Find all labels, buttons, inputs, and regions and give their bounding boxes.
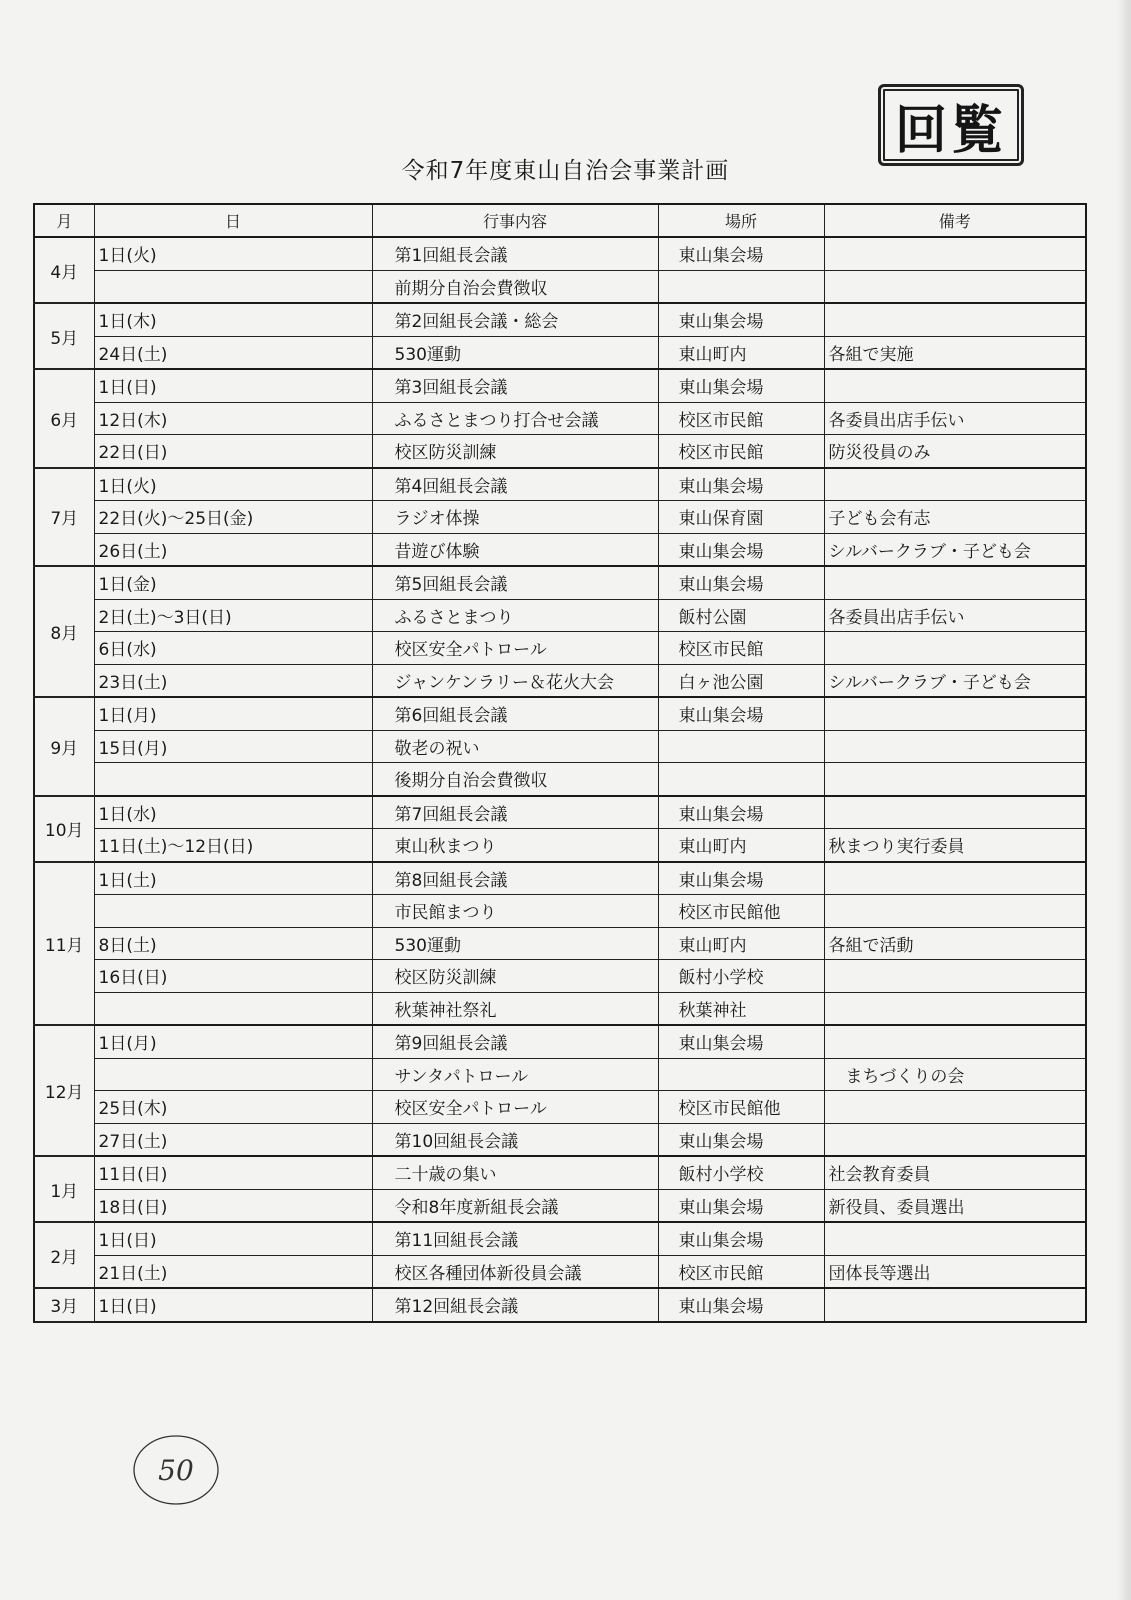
- table-row: [34, 796, 1086, 829]
- place-cell: 東山集会場: [658, 237, 824, 270]
- date-cell: 1日(火): [94, 237, 372, 270]
- header-date: 日: [94, 204, 372, 237]
- date-cell: 6日(水): [94, 632, 372, 665]
- schedule-table: [33, 203, 1087, 1323]
- note-cell: [824, 237, 1086, 270]
- month-cell: 7月: [34, 468, 94, 567]
- month-cell: 3月: [34, 1288, 94, 1322]
- place-cell: 東山集会場: [658, 1288, 824, 1322]
- event-cell: サンタパトロール: [372, 1058, 658, 1091]
- note-cell: [824, 1025, 1086, 1058]
- event-cell: 後期分自治会費徴収: [372, 763, 658, 796]
- table-row: [34, 927, 1086, 960]
- note-cell: [824, 632, 1086, 665]
- date-cell: 1日(日): [94, 1222, 372, 1255]
- table-row: [34, 566, 1086, 599]
- table-row: [34, 1123, 1086, 1156]
- place-cell: 東山集会場: [658, 862, 824, 895]
- table-row: [34, 992, 1086, 1025]
- table-row: [34, 336, 1086, 369]
- table-row: [34, 533, 1086, 566]
- note-cell: [824, 566, 1086, 599]
- place-cell: 校区市民館他: [658, 895, 824, 928]
- note-cell: シルバークラブ・子ども会: [824, 664, 1086, 697]
- note-cell: 各委員出店手伝い: [824, 599, 1086, 632]
- month-cell: 12月: [34, 1025, 94, 1156]
- event-cell: ジャンケンラリー＆花火大会: [372, 664, 658, 697]
- table-row: [34, 468, 1086, 501]
- handwritten-number: 50: [158, 1454, 194, 1487]
- date-cell: 1日(日): [94, 1288, 372, 1322]
- place-cell: 飯村小学校: [658, 1156, 824, 1189]
- note-cell: 新役員、委員選出: [824, 1189, 1086, 1222]
- event-cell: 前期分自治会費徴収: [372, 270, 658, 303]
- header-event: 行事内容: [372, 204, 658, 237]
- date-cell: [94, 1058, 372, 1091]
- note-cell: [824, 1091, 1086, 1124]
- place-cell: 東山集会場: [658, 468, 824, 501]
- date-cell: 25日(木): [94, 1091, 372, 1124]
- place-cell: 東山集会場: [658, 1222, 824, 1255]
- month-cell: 5月: [34, 303, 94, 369]
- date-cell: 11日(土)～12日(日): [94, 829, 372, 862]
- place-cell: 校区市民館: [658, 402, 824, 435]
- note-cell: 子ども会有志: [824, 501, 1086, 534]
- event-cell: 校区安全パトロール: [372, 1091, 658, 1124]
- event-cell: 第11回組長会議: [372, 1222, 658, 1255]
- table-row: [34, 501, 1086, 534]
- table-row: [34, 1222, 1086, 1255]
- note-cell: 社会教育委員: [824, 1156, 1086, 1189]
- note-cell: [824, 697, 1086, 730]
- note-cell: 秋まつり実行委員: [824, 829, 1086, 862]
- date-cell: 16日(日): [94, 960, 372, 993]
- handwritten-note: [130, 1430, 222, 1508]
- month-cell: 1月: [34, 1156, 94, 1222]
- note-cell: [824, 1222, 1086, 1255]
- place-cell: 東山集会場: [658, 566, 824, 599]
- event-cell: 第7回組長会議: [372, 796, 658, 829]
- table-row: [34, 664, 1086, 697]
- note-cell: [824, 1288, 1086, 1322]
- event-cell: 市民館まつり: [372, 895, 658, 928]
- event-cell: 秋葉神社祭礼: [372, 992, 658, 1025]
- table-row: [34, 1189, 1086, 1222]
- place-cell: 校区市民館他: [658, 1091, 824, 1124]
- date-cell: 24日(土): [94, 336, 372, 369]
- date-cell: [94, 763, 372, 796]
- month-cell: 9月: [34, 697, 94, 796]
- date-cell: 11日(日): [94, 1156, 372, 1189]
- date-cell: 1日(月): [94, 697, 372, 730]
- place-cell: 校区市民館: [658, 1255, 824, 1288]
- event-cell: 第6回組長会議: [372, 697, 658, 730]
- table-row: [34, 237, 1086, 270]
- note-cell: シルバークラブ・子ども会: [824, 533, 1086, 566]
- place-cell: 東山町内: [658, 336, 824, 369]
- table-row: [34, 1025, 1086, 1058]
- note-cell: [824, 763, 1086, 796]
- date-cell: 22日(日): [94, 435, 372, 468]
- month-cell: 2月: [34, 1222, 94, 1288]
- schedule-body: [34, 237, 1086, 1322]
- date-cell: 21日(土): [94, 1255, 372, 1288]
- table-row: [34, 632, 1086, 665]
- date-cell: [94, 992, 372, 1025]
- date-cell: 1日(火): [94, 468, 372, 501]
- event-cell: 校区防災訓練: [372, 960, 658, 993]
- table-row: [34, 829, 1086, 862]
- note-cell: 各委員出店手伝い: [824, 402, 1086, 435]
- note-cell: [824, 796, 1086, 829]
- place-cell: [658, 730, 824, 763]
- note-cell: [824, 468, 1086, 501]
- table-row: [34, 1288, 1086, 1322]
- event-cell: 敬老の祝い: [372, 730, 658, 763]
- note-cell: [824, 992, 1086, 1025]
- note-cell: まちづくりの会: [824, 1058, 1086, 1091]
- date-cell: 15日(月): [94, 730, 372, 763]
- event-cell: 校区各種団体新役員会議: [372, 1255, 658, 1288]
- event-cell: 第2回組長会議・総会: [372, 303, 658, 336]
- place-cell: 校区市民館: [658, 632, 824, 665]
- date-cell: [94, 270, 372, 303]
- place-cell: 東山集会場: [658, 697, 824, 730]
- event-cell: 昔遊び体験: [372, 533, 658, 566]
- table-row: [34, 862, 1086, 895]
- table-row: [34, 303, 1086, 336]
- place-cell: 東山集会場: [658, 303, 824, 336]
- table-row: [34, 697, 1086, 730]
- event-cell: 第9回組長会議: [372, 1025, 658, 1058]
- table-row: [34, 599, 1086, 632]
- place-cell: 東山集会場: [658, 1025, 824, 1058]
- table-row: [34, 1255, 1086, 1288]
- table-row: [34, 270, 1086, 303]
- event-cell: 第1回組長会議: [372, 237, 658, 270]
- date-cell: 2日(土)～3日(日): [94, 599, 372, 632]
- place-cell: 校区市民館: [658, 435, 824, 468]
- place-cell: 東山集会場: [658, 796, 824, 829]
- event-cell: 二十歳の集い: [372, 1156, 658, 1189]
- month-cell: 8月: [34, 566, 94, 697]
- note-cell: [824, 862, 1086, 895]
- table-row: [34, 402, 1086, 435]
- note-cell: [824, 303, 1086, 336]
- place-cell: 秋葉神社: [658, 992, 824, 1025]
- event-cell: 令和8年度新組長会議: [372, 1189, 658, 1222]
- event-cell: ふるさとまつり打合せ会議: [372, 402, 658, 435]
- date-cell: 18日(日): [94, 1189, 372, 1222]
- table-row: [34, 1091, 1086, 1124]
- event-cell: 第10回組長会議: [372, 1123, 658, 1156]
- event-cell: ラジオ体操: [372, 501, 658, 534]
- note-cell: 各組で実施: [824, 336, 1086, 369]
- header-month: 月: [34, 204, 94, 237]
- header-row: [34, 204, 1086, 237]
- place-cell: [658, 270, 824, 303]
- table-row: [34, 895, 1086, 928]
- page-edge-shadow: [1117, 0, 1131, 1600]
- date-cell: 27日(土): [94, 1123, 372, 1156]
- event-cell: 東山秋まつり: [372, 829, 658, 862]
- event-cell: 校区安全パトロール: [372, 632, 658, 665]
- date-cell: 1日(木): [94, 303, 372, 336]
- note-cell: [824, 369, 1086, 402]
- header-note: 備考: [824, 204, 1086, 237]
- page-title: 令和7年度東山自治会事業計画: [401, 158, 730, 184]
- table-row: [34, 1156, 1086, 1189]
- note-cell: [824, 1123, 1086, 1156]
- event-cell: 第4回組長会議: [372, 468, 658, 501]
- event-cell: 第5回組長会議: [372, 566, 658, 599]
- place-cell: 飯村公園: [658, 599, 824, 632]
- event-cell: 第12回組長会議: [372, 1288, 658, 1322]
- place-cell: 東山集会場: [658, 369, 824, 402]
- table-row: [34, 960, 1086, 993]
- place-cell: [658, 763, 824, 796]
- place-cell: 東山集会場: [658, 1189, 824, 1222]
- date-cell: 1日(金): [94, 566, 372, 599]
- date-cell: [94, 895, 372, 928]
- date-cell: 1日(土): [94, 862, 372, 895]
- date-cell: 1日(日): [94, 369, 372, 402]
- event-cell: 校区防災訓練: [372, 435, 658, 468]
- place-cell: 白ヶ池公園: [658, 664, 824, 697]
- place-cell: 東山町内: [658, 829, 824, 862]
- month-cell: 4月: [34, 237, 94, 303]
- note-cell: 防災役員のみ: [824, 435, 1086, 468]
- month-cell: 6月: [34, 369, 94, 468]
- place-cell: 飯村小学校: [658, 960, 824, 993]
- table-row: [34, 369, 1086, 402]
- event-cell: 第3回組長会議: [372, 369, 658, 402]
- note-cell: [824, 960, 1086, 993]
- table-row: [34, 763, 1086, 796]
- table-row: [34, 435, 1086, 468]
- date-cell: 26日(土): [94, 533, 372, 566]
- place-cell: 東山集会場: [658, 533, 824, 566]
- date-cell: 8日(土): [94, 927, 372, 960]
- header-place: 場所: [658, 204, 824, 237]
- place-cell: 東山町内: [658, 927, 824, 960]
- table-row: [34, 730, 1086, 763]
- date-cell: 12日(木): [94, 402, 372, 435]
- event-cell: 530運動: [372, 927, 658, 960]
- note-cell: [824, 730, 1086, 763]
- note-cell: 各組で活動: [824, 927, 1086, 960]
- circulation-stamp: 回覧: [878, 84, 1024, 166]
- place-cell: 東山保育園: [658, 501, 824, 534]
- note-cell: [824, 270, 1086, 303]
- event-cell: ふるさとまつり: [372, 599, 658, 632]
- note-cell: [824, 895, 1086, 928]
- table-row: [34, 1058, 1086, 1091]
- date-cell: 1日(月): [94, 1025, 372, 1058]
- place-cell: [658, 1058, 824, 1091]
- month-cell: 11月: [34, 862, 94, 1026]
- date-cell: 23日(土): [94, 664, 372, 697]
- note-cell: 団体長等選出: [824, 1255, 1086, 1288]
- date-cell: 22日(火)～25日(金): [94, 501, 372, 534]
- place-cell: 東山集会場: [658, 1123, 824, 1156]
- event-cell: 第8回組長会議: [372, 862, 658, 895]
- date-cell: 1日(水): [94, 796, 372, 829]
- event-cell: 530運動: [372, 336, 658, 369]
- month-cell: 10月: [34, 796, 94, 862]
